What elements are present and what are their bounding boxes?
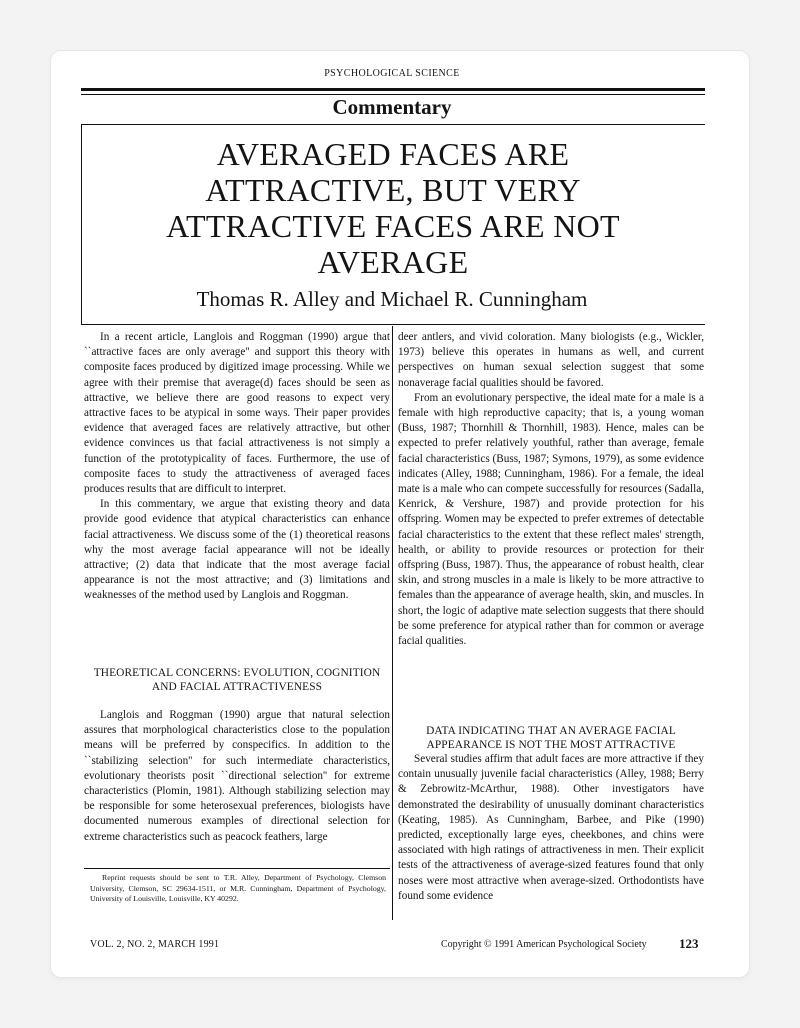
header-rule-thick (81, 88, 705, 91)
column-divider (392, 326, 393, 920)
heading-text: THEORETICAL CONCERNS: EVOLUTION, COGNITION AND FACIAL ATTRACTIVENESS (93, 667, 381, 693)
left-column-continued (84, 708, 390, 845)
paragraph: deer antlers, and vivid coloration. Many biologists (e.g., Wickler, 1973) believe this operates in humans as well, and current perspectives on human sexual selection suggest that some nonaverage facial qualities should be favored. (398, 331, 704, 389)
heading-text: DATA INDICATING THAT AN AVERAGE FACIAL APPEARANCE IS NOT THE MOST ATTRACTIVE (426, 725, 676, 751)
footnote-rule (84, 868, 390, 869)
article-title: AVERAGED FACES ARE ATTRACTIVE, BUT VERY ATTRACTIVE FACES ARE NOT AVERAGE (166, 136, 620, 280)
section-rule (81, 124, 705, 125)
footer-copyright: Copyright © 1991 American Psychological Society (441, 939, 647, 950)
journal-name: PSYCHOLOGICAL SCIENCE (324, 68, 460, 79)
reprint-footnote: Reprint requests should be sent to T.R. Alley, Department of Psychology, Clemson University, Clemson, SC 29634-1511, or M.R. Cunningham, Department of Psychology, University of Louisville, Louisville, KY 40292. (90, 873, 386, 903)
page-number: 123 (679, 936, 699, 951)
paragraph: From an evolutionary perspective, the ideal mate for a male is a female with high reproductive capacity; that is, a young woman (Buss, 1987; Thornhill & Thornhill, 1983). Hence, males can be expected to prefer relatively youthful, rather than average, female facial characteristics (Buss, 1987; Symons, 1979), as some evidence indicates (Alley, 1988; Cunningham, 1986). For a female, the ideal mate is a male who can compete successfully for resources (Sadalla, Kenrick, & Vershure, 1987) and provide protection for his offspring. Women may be expected to prefer extremes of detectable facial characteristics to the extent that these reflect males' strength, health, or ability to provide resources or protection for their offspring (Buss, 1987). Thus, the appearance of robust health, clear skin, and strong muscles in a male is likely to be more attractive to females than the appearance of average health, skin, and muscles. In short, the logic of adaptive mate selection suggests that there should be some preference for atypical rather than for common or average facial qualities. (398, 391, 704, 648)
body-rule (81, 324, 705, 325)
right-column (398, 330, 704, 649)
paragraph: In a recent article, Langlois and Roggman (1990) argue that ``attractive faces are only average'' and support this theory with composite faces produced by digitized image processing. While we agree with their premise that average(d) faces should be seen as attractive, we believe there are good reasons to expect very attractive faces to be atypical in some ways. Their paper provides evidence that averaged faces are relatively attractive, but other evidence convinces us that facial attractiveness is not simply a function of the prototypicality of faces. Furthermore, the use of composite faces to study the attractiveness of averaged faces produces results that are difficult to interpret. (84, 331, 390, 496)
paragraph: In this commentary, we argue that existing theory and data provide good evidence that atypical characteristics can enhance facial attractiveness. We discuss some of the (1) theoretical reasons why the most average facial appearance will not be ideally attractive; (2) data that indicate that the most average facial appearance is not the most attractive; and (3) limitations and weaknesses of the method used by Langlois and Roggman. (84, 498, 390, 602)
left-column (84, 330, 390, 604)
right-column-continued (398, 752, 704, 904)
paragraph: Langlois and Roggman (1990) argue that natural selection assures that morphological characteristics close to the population means will be preferred by conspecifics. In addition to the ``stabilizing selection'' for such intermediate characteristics, evolutionary theorists posit ``directional selection'' for extreme characteristics (Plomin, 1981). Although stabilizing selection may be responsible for some heterosexual preferences, biologists have documented numerous examples of directional selection for extreme characteristics such as peacock feathers, large (84, 709, 390, 843)
section-label: Commentary (332, 95, 452, 119)
article-authors: Thomas R. Alley and Michael R. Cunningham (196, 287, 588, 311)
section-heading-data (398, 724, 704, 752)
section-heading-theoretical (84, 666, 390, 694)
footer-volume: VOL. 2, NO. 2, MARCH 1991 (90, 939, 220, 950)
paragraph: Several studies affirm that adult faces are more attractive if they contain unusually juvenile facial characteristics (Alley, 1988; Berry & Zebrowitz-McArthur, 1988). Other investigators have demonstrated the desirability of unusually dominant characteristics (Keating, 1985). As Cunningham, Barbee, and Pike (1990) predicted, exceptionally large eyes, cheekbones, and chins were associated with high ratings of attractiveness in men. Their explicit tests of the attractiveness of average-sized features found that only noses were most attractive when average-sized. Orthodontists have found some evidence (398, 753, 704, 902)
